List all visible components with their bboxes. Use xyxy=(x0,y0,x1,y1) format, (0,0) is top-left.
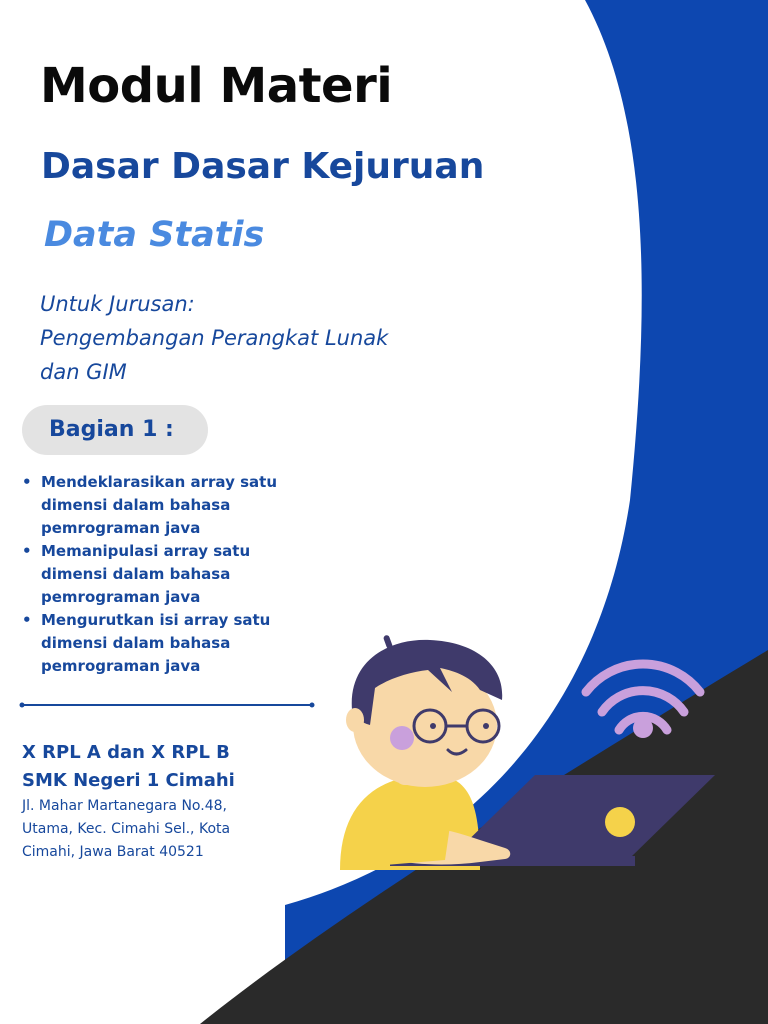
school-name: SMK Negeri 1 Cimahi xyxy=(22,770,235,791)
student-illustration xyxy=(330,630,730,890)
section-label: Bagian 1 : xyxy=(49,417,174,442)
bullet-icon: • xyxy=(22,473,32,491)
objective-item xyxy=(20,540,330,609)
page-title: Modul Materi xyxy=(40,58,393,114)
address-line: Jl. Mahar Martanegara No.48, xyxy=(22,798,227,814)
objective-line: pemrograman java xyxy=(41,588,201,606)
topic-title: Data Statis xyxy=(44,215,265,255)
objectives-list xyxy=(20,471,330,678)
address-line: Utama, Kec. Cimahi Sel., Kota xyxy=(22,821,231,837)
jurusan-block xyxy=(40,287,388,389)
objective-line: Memanipulasi array satu xyxy=(41,542,251,560)
subject-title: Dasar Dasar Kejuruan xyxy=(41,146,485,187)
class-info xyxy=(22,739,235,795)
bullet-icon: • xyxy=(22,611,32,629)
objective-line: dimensi dalam bahasa xyxy=(41,634,231,652)
objective-item xyxy=(20,471,330,540)
divider xyxy=(19,699,315,711)
objective-line: Mengurutkan isi array satu xyxy=(41,611,271,629)
objective-item xyxy=(20,609,330,678)
objective-line: Mendeklarasikan array satu xyxy=(41,473,277,491)
jurusan-label: Untuk Jurusan: xyxy=(40,292,195,316)
jurusan-line-2: dan GIM xyxy=(40,360,127,384)
wifi-icon xyxy=(586,664,700,738)
objective-line: pemrograman java xyxy=(41,657,201,675)
school-address xyxy=(22,795,230,864)
objective-line: pemrograman java xyxy=(41,519,201,537)
bullet-icon: • xyxy=(22,542,32,560)
address-line: Cimahi, Jawa Barat 40521 xyxy=(22,844,204,860)
objective-line: dimensi dalam bahasa xyxy=(41,565,231,583)
jurusan-line-1: Pengembangan Perangkat Lunak xyxy=(40,326,389,350)
objective-line: dimensi dalam bahasa xyxy=(41,496,231,514)
class-names: X RPL A dan X RPL B xyxy=(22,742,230,763)
